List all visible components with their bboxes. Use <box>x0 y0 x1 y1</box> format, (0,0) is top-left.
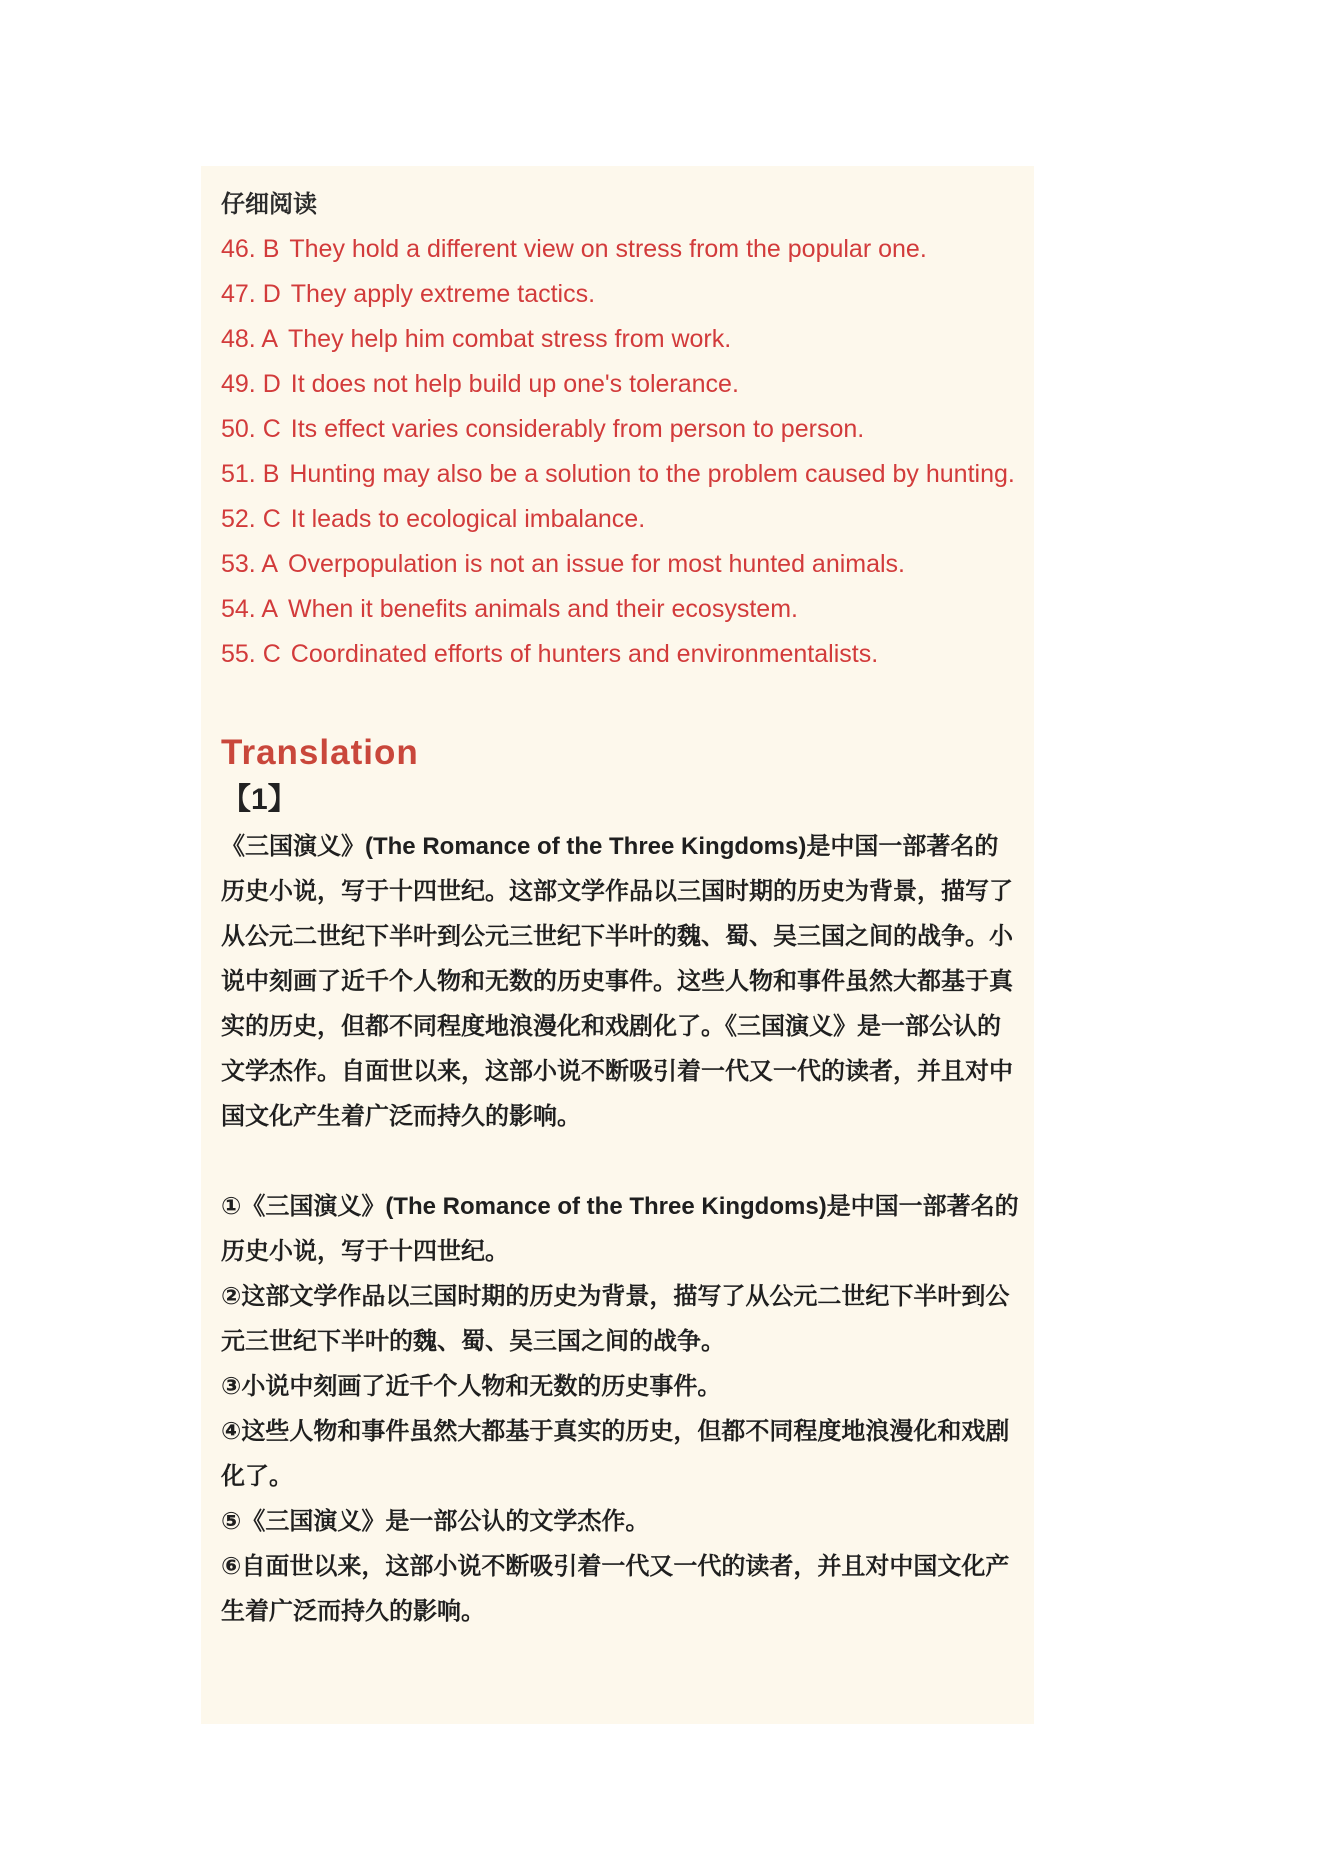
sentence-item: ③小说中刻画了近千个人物和无数的历史事件。 <box>221 1373 722 1400</box>
answer-item <box>221 452 1021 497</box>
answer-text: They hold a different view on stress from the popular one. <box>289 235 927 263</box>
answer-item <box>221 542 1021 587</box>
answer-text: Coordinated efforts of hunters and environmentalists. <box>290 640 879 668</box>
answer-text: Hunting may also be a solution to the problem caused by hunting. <box>289 460 1015 488</box>
answer-number: 51. B <box>221 460 280 488</box>
paragraph-spacer <box>221 1139 1021 1184</box>
sentence-item: ①《三国演义》(The Romance of the Three Kingdoms)是中国一部著名的历史小说，写于十四世纪。 <box>221 1193 1019 1265</box>
answer-item <box>221 362 1021 407</box>
answer-item <box>221 407 1021 452</box>
answer-item <box>221 272 1021 317</box>
translation-title: Translation <box>221 733 419 772</box>
sentence-item: ⑤《三国演义》是一部公认的文学杰作。 <box>221 1508 650 1535</box>
answer-number: 50. C <box>221 415 281 443</box>
answer-number: 46. B <box>221 235 280 263</box>
sentence-list <box>221 1184 1021 1634</box>
content-card <box>201 166 1034 1724</box>
section-spacer <box>221 677 1021 730</box>
answer-number: 48. A <box>221 325 278 353</box>
sentence-item: ⑥自面世以来，这部小说不断吸引着一代又一代的读者，并且对中国文化产生着广泛而持久的影响。 <box>221 1553 1010 1625</box>
answer-number: 49. D <box>221 370 281 398</box>
answer-number: 53. A <box>221 550 278 578</box>
answer-text: Overpopulation is not an issue for most hunted animals. <box>288 550 906 578</box>
answer-number: 54. A <box>221 595 278 623</box>
translation-part-label: 【1】 <box>221 783 298 816</box>
answer-text: When it benefits animals and their ecosystem. <box>288 595 798 623</box>
translation-paragraph: 《三国演义》(The Romance of the Three Kingdoms)是中国一部著名的历史小说，写于十四世纪。这部文学作品以三国时期的历史为背景，描写了从公元二世纪下半叶到公元三世纪下半叶的魏、蜀、吴三国之间的战争。小说中刻画了近千个人物和无数的历史事件。这些人物和事件虽然大都基于真实的历史，但都不同程度地浪漫化和戏剧化了。《三国演义》是一部公认的文学杰作。自面世以来，这部小说不断吸引着一代又一代的读者，并且对中国文化产生着广泛而持久的影响。 <box>221 833 1013 1130</box>
answer-number: 52. C <box>221 505 281 533</box>
answer-number: 55. C <box>221 640 281 668</box>
answer-item <box>221 632 1021 677</box>
content-body <box>221 182 1021 1634</box>
answer-text: It leads to ecological imbalance. <box>290 505 646 533</box>
answer-item <box>221 587 1021 632</box>
answer-text: They apply extreme tactics. <box>290 280 596 308</box>
answer-item <box>221 497 1021 542</box>
sentence-item: ②这部文学作品以三国时期的历史为背景，描写了从公元二世纪下半叶到公元三世纪下半叶的魏、蜀、吴三国之间的战争。 <box>221 1283 1010 1355</box>
answer-number: 47. D <box>221 280 281 308</box>
answer-list <box>221 227 1021 677</box>
answer-text: Its effect varies considerably from person to person. <box>290 415 865 443</box>
answer-item <box>221 227 1021 272</box>
answer-text: It does not help build up one's tolerance. <box>290 370 739 398</box>
answer-text: They help him combat stress from work. <box>288 325 732 353</box>
section-label: 仔细阅读 <box>221 191 317 218</box>
sentence-item: ④这些人物和事件虽然大都基于真实的历史，但都不同程度地浪漫化和戏剧化了。 <box>221 1418 1010 1490</box>
answer-item <box>221 317 1021 362</box>
